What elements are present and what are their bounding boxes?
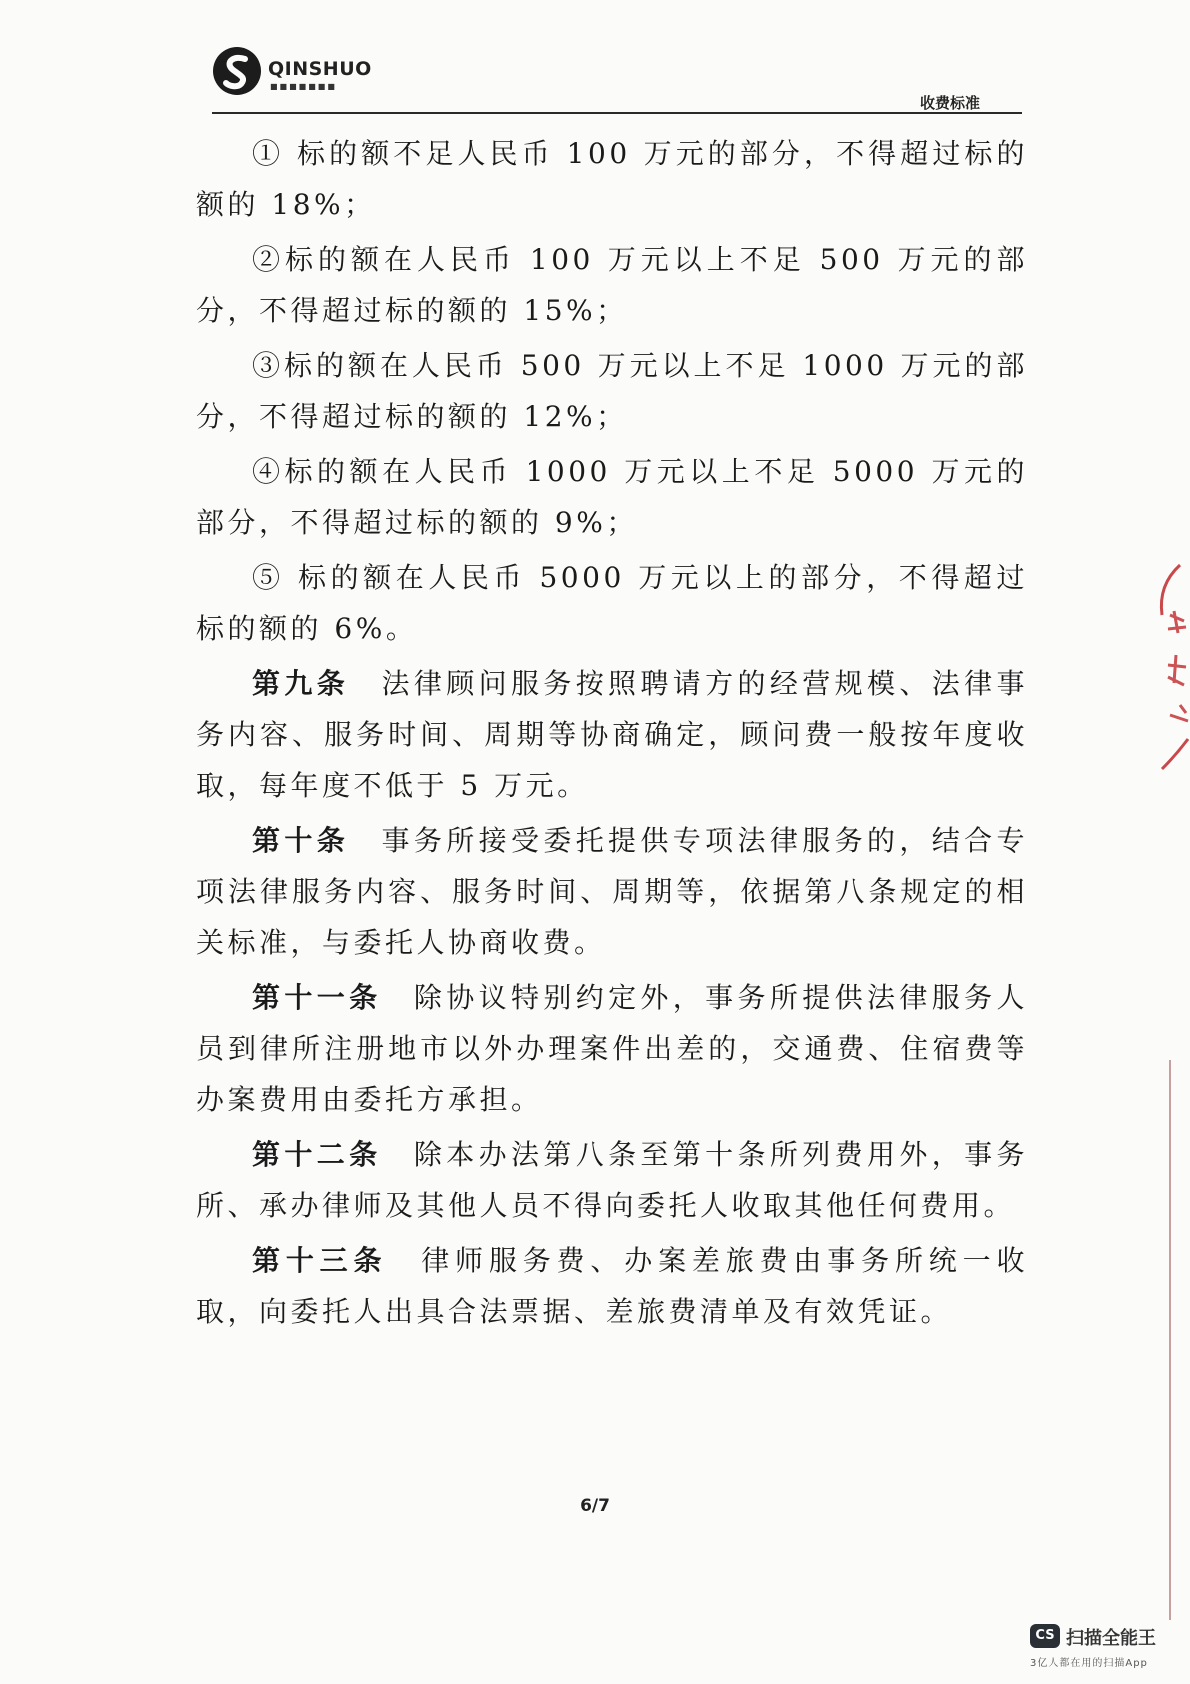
clause-text: ⑤ 标的额在人民币 5000 万元以上的部分，不得超过标的额的 6%。 <box>196 561 1028 645</box>
clause-text: ③标的额在人民币 500 万元以上不足 1000 万元的部分，不得超过标的额的 12%； <box>196 349 1028 433</box>
header-divider <box>212 112 1022 114</box>
camscanner-icon: CS <box>1030 1624 1060 1648</box>
page-number: 6/7 <box>580 1496 610 1516</box>
brand-dots: ■■■■■■■ <box>270 82 337 91</box>
scanner-watermark <box>1030 1620 1190 1680</box>
clause-text: ②标的额在人民币 100 万元以上不足 500 万元的部分，不得超过标的额的 15%； <box>196 243 1028 327</box>
article-text: 法律顾问服务按照聘请方的经营规模、法律事务内容、服务时间、周期等协商确定，顾问费一般按年度收取，每年度不低于 5 万元。 <box>196 667 1028 802</box>
clause-item-5 <box>196 552 1028 654</box>
clause-item-4 <box>196 446 1028 548</box>
clause-item-1 <box>196 128 1028 230</box>
watermark-title: 扫描全能王 <box>1066 1628 1156 1649</box>
article-number: 第十二条 <box>252 1138 382 1171</box>
document-body <box>196 128 1028 1341</box>
article-10 <box>196 815 1028 968</box>
article-text: 除本办法第八条至第十条所列费用外，事务所、承办律师及其他人员不得向委托人收取其他任何费用。 <box>196 1138 1028 1222</box>
article-text: 律师服务费、办案差旅费由事务所统一收取，向委托人出具合法票据、差旅费清单及有效凭证。 <box>196 1244 1028 1328</box>
scan-edge-line <box>1169 1060 1171 1620</box>
article-number: 第十条 <box>252 824 350 857</box>
article-text: 除协议特别约定外，事务所提供法律服务人员到律所注册地市以外办理案件出差的，交通费、住宿费等办案费用由委托方承担。 <box>196 981 1028 1116</box>
clause-text: ④标的额在人民币 1000 万元以上不足 5000 万元的部分，不得超过标的额的 9%； <box>196 455 1028 539</box>
clause-item-2 <box>196 234 1028 336</box>
article-9 <box>196 658 1028 811</box>
article-number: 第九条 <box>252 667 350 700</box>
article-number: 第十一条 <box>252 981 382 1014</box>
qinshuo-logo-icon <box>212 46 262 96</box>
clause-item-3 <box>196 340 1028 442</box>
brand-name: QINSHUO <box>268 58 372 80</box>
article-text: 事务所接受委托提供专项法律服务的，结合专项法律服务内容、服务时间、周期等，依据第八条规定的相关标准，与委托人协商收费。 <box>196 824 1028 959</box>
section-title: 收费标准 <box>920 94 981 112</box>
article-12 <box>196 1129 1028 1231</box>
clause-text: ① 标的额不足人民币 100 万元的部分，不得超过标的额的 18%； <box>196 137 1028 221</box>
company-logo <box>212 46 572 106</box>
article-11 <box>196 972 1028 1125</box>
article-13 <box>196 1235 1028 1337</box>
seal-stamp-fragment-icon <box>1140 555 1190 775</box>
article-number: 第十三条 <box>252 1244 388 1277</box>
watermark-subtitle: 3亿人都在用的扫描App <box>1030 1658 1148 1669</box>
